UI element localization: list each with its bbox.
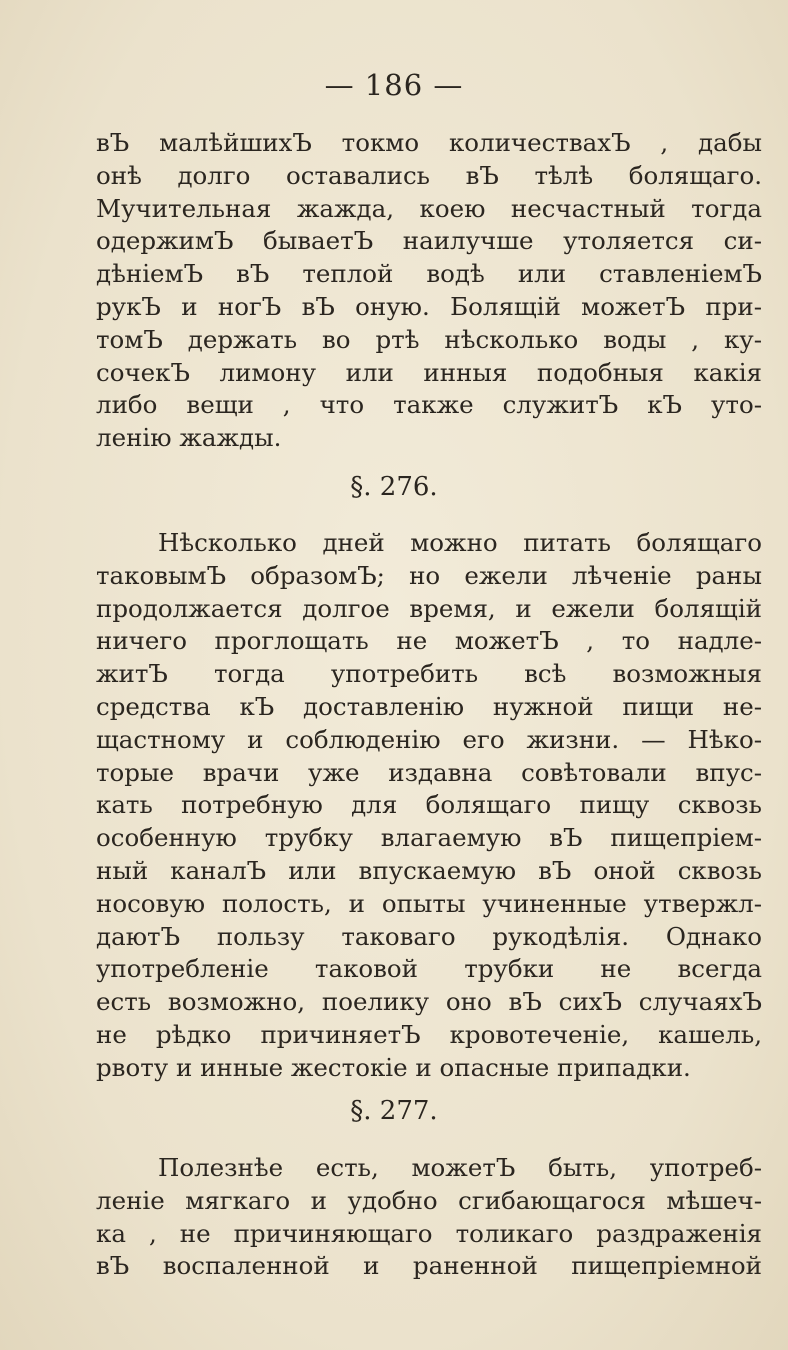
text-line: не рѣдко причиняетЪ кровотеченіе, кашель, bbox=[96, 1019, 762, 1049]
text-line: житЪ тогда употребить всѣ возможныя bbox=[96, 659, 762, 689]
paragraph-3 bbox=[96, 1152, 762, 1283]
text-line: есть возможно, поелику оно вЪ сихЪ случаяхЪ bbox=[96, 987, 762, 1017]
text-line: одержимЪ бываетЪ наилучше утоляется си- bbox=[96, 226, 762, 256]
section-heading-276: §. 276. bbox=[350, 472, 438, 502]
paragraph-2 bbox=[96, 527, 762, 1085]
text-line: вЪ малѣйшихЪ токмо количествахЪ , дабы bbox=[96, 128, 762, 157]
text-line: томЪ держать во ртѣ нѣсколько воды , ку- bbox=[96, 324, 762, 354]
text-line: продолжается долгое время, и ежели болящій bbox=[96, 593, 762, 623]
text-line: щастному и соблюденію его жизни. — Нѣко- bbox=[96, 724, 762, 754]
text-line: ничего проглощать не можетЪ , то надле- bbox=[96, 626, 762, 656]
text-line: кать потребную для болящаго пищу сквозь bbox=[96, 790, 762, 820]
text-line: леніе мягкаго и удобно сгибающагося мѣшеч- bbox=[96, 1185, 762, 1215]
text-line: ленію жажды. bbox=[96, 423, 282, 453]
text-line: средства кЪ доставленію нужной пищи не- bbox=[96, 691, 762, 721]
text-line: таковымЪ образомЪ; но ежели лѣченіе раны bbox=[96, 560, 762, 590]
text-line: Нѣсколько дней можно питать болящаго bbox=[158, 528, 762, 557]
text-line: ный каналЪ или впускаемую вЪ оной сквозь bbox=[96, 855, 762, 885]
text-line: даютЪ пользу таковаго рукодѣлія. Однако bbox=[96, 921, 762, 951]
text-line: вЪ воспаленной и раненной пищепріемной bbox=[96, 1251, 762, 1281]
text-line: Мучительная жажда, коею несчастный тогда bbox=[96, 193, 762, 223]
section-heading-277: §. 277. bbox=[350, 1096, 438, 1126]
text-line: дѣніемЪ вЪ теплой водѣ или ставленіемЪ bbox=[96, 259, 762, 289]
text-line: рукЪ и ногЪ вЪ оную. Болящій можетЪ при- bbox=[96, 291, 762, 321]
text-line: особенную трубку влагаемую вЪ пищепріем- bbox=[96, 823, 762, 853]
text-line: Полезнѣе есть, можетЪ быть, употреб- bbox=[158, 1153, 762, 1182]
text-line: носовую полость, и опыты учиненные утвержл- bbox=[96, 888, 762, 918]
page-number: — 186 — bbox=[324, 68, 464, 102]
text-line: торые врачи уже издавна совѣтовали впус- bbox=[96, 757, 762, 787]
text-line: ка , не причиняющаго толикаго раздраженія bbox=[96, 1218, 762, 1248]
text-line: либо вещи , что также служитЪ кЪ уто- bbox=[96, 390, 762, 420]
text-line: сочекЪ лимону или инныя подобныя какія bbox=[96, 357, 762, 387]
text-line: употребленіе таковой трубки не всегда bbox=[96, 954, 762, 984]
paragraph-1 bbox=[96, 127, 762, 455]
text-line: рвоту и инные жестокіе и опасные припадки. bbox=[96, 1052, 691, 1082]
text-line: онѣ долго оставались вЪ тѣлѣ болящаго. bbox=[96, 160, 762, 190]
